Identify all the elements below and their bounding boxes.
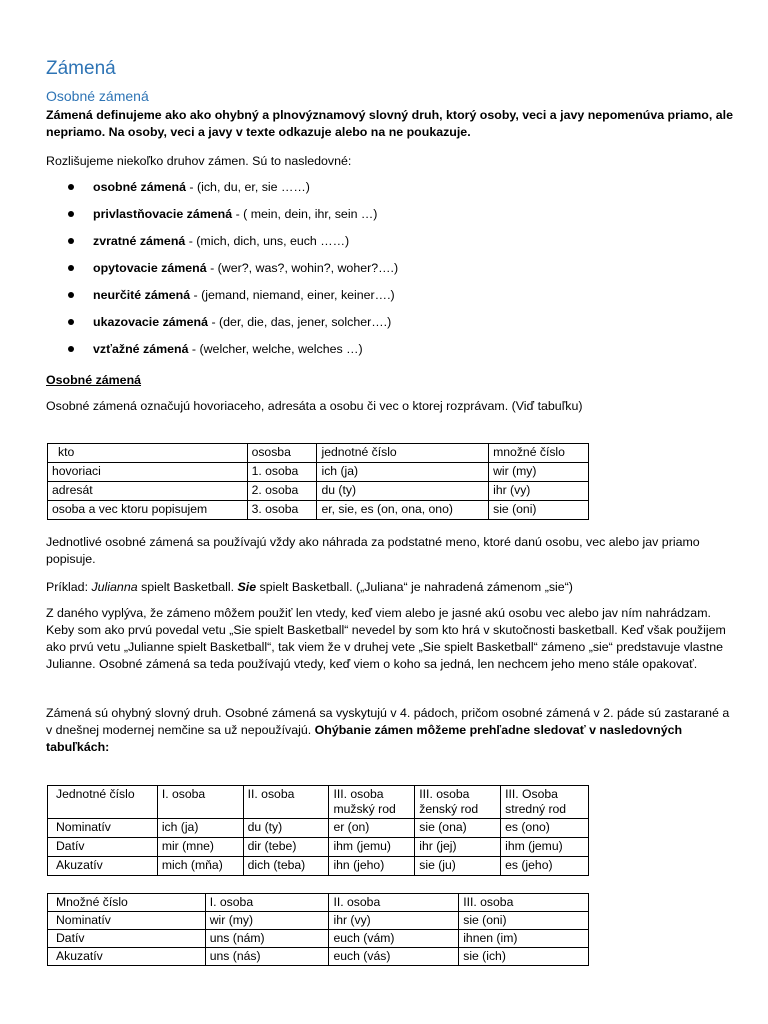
- table-header: ososba: [247, 444, 317, 463]
- type-name: zvratné zámená: [93, 234, 186, 248]
- type-name: opytovacie zámená: [93, 261, 207, 275]
- table-cell: ich (ja): [317, 463, 489, 482]
- table-cell: osoba a vec ktoru popisujem: [48, 501, 248, 520]
- types-intro: Rozlišujeme niekoľko druhov zámen. Sú to nasledovné:: [46, 154, 352, 168]
- type-examples: - (jemand, niemand, einer, keiner….): [190, 288, 395, 302]
- table-header: II. osoba: [329, 894, 459, 912]
- table-cell: dich (teba): [243, 857, 329, 876]
- table-cell: Nominatív: [48, 912, 206, 930]
- table-cell: ihn (jeho): [329, 857, 415, 876]
- table-cell: 3. osoba: [247, 501, 317, 520]
- table-header: I. osoba: [157, 786, 243, 819]
- type-examples: - (welcher, welche, welches …): [188, 342, 363, 356]
- table-header: Množné číslo: [48, 894, 206, 912]
- table-cell: ihnen (im): [459, 930, 589, 948]
- table-cell: es (jeho): [501, 857, 589, 876]
- table-header: III. osoba ženský rod: [415, 786, 501, 819]
- declension-text: Zámená sú ohybný slovný druh. Osobné zámená sa vyskytujú v 4. pádoch, pričom osobné zámená v 2. páde sú zastarané a v dnešnej modernej nemčine sa už nepoužívajú.: [46, 706, 730, 737]
- table-row: [48, 857, 589, 876]
- bullet-icon: [68, 211, 74, 217]
- bullet-icon: [68, 292, 74, 298]
- bullet-icon: [68, 319, 74, 325]
- section-heading: Osobné zámená: [46, 373, 142, 387]
- table-row: [48, 463, 589, 482]
- type-examples: - (mich, dich, uns, euch ……): [185, 234, 350, 248]
- table-cell: wir (my): [205, 912, 329, 930]
- table-cell: ihm (jemu): [329, 838, 415, 857]
- table-cell: du (ty): [243, 819, 329, 838]
- table-cell: 1. osoba: [247, 463, 317, 482]
- table-header: kto: [48, 444, 248, 463]
- table-cell: sie (ona): [415, 819, 501, 838]
- table-row: [48, 501, 589, 520]
- table-cell: dir (tebe): [243, 838, 329, 857]
- table-cell: Datív: [48, 930, 206, 948]
- table-row: [48, 838, 589, 857]
- table-cell: Akuzatív: [48, 948, 206, 966]
- table-header-row: [48, 786, 589, 819]
- table-cell: sie (oni): [489, 501, 589, 520]
- page-title: Zámená: [46, 58, 116, 79]
- table-row: [48, 819, 589, 838]
- table-cell: 2. osoba: [247, 482, 317, 501]
- example-paragraph: [46, 579, 736, 596]
- table-cell: sie (oni): [459, 912, 589, 930]
- table-cell: euch (vám): [329, 930, 459, 948]
- pronoun-types-list: [46, 180, 646, 369]
- example-pronoun: Sie: [237, 580, 257, 594]
- table-header: množné číslo: [489, 444, 589, 463]
- table-cell: es (ono): [501, 819, 589, 838]
- list-item: [46, 180, 646, 207]
- list-item: [46, 207, 646, 234]
- table-header-row: [48, 444, 589, 463]
- table-cell: er (on): [329, 819, 415, 838]
- bullet-icon: [68, 238, 74, 244]
- table-header: III. osoba mužský rod: [329, 786, 415, 819]
- list-item: [46, 315, 646, 342]
- persons-table: [47, 443, 589, 520]
- table-header: Jednotné číslo: [48, 786, 158, 819]
- table-header-row: [48, 894, 589, 912]
- table-cell: Nominatív: [48, 819, 158, 838]
- example-label: Príklad:: [46, 580, 92, 594]
- table-cell: Akuzatív: [48, 857, 158, 876]
- table-header: III. osoba: [459, 894, 589, 912]
- table-cell: mir (mne): [157, 838, 243, 857]
- table-cell: ihr (vy): [329, 912, 459, 930]
- table-header: jednotné číslo: [317, 444, 489, 463]
- paragraph-substitution: Jednotlivé osobné zámená sa používajú vždy ako náhrada za podstatné meno, ktoré danú osobu, vec alebo jav priamo popisuje.: [46, 535, 700, 566]
- intro-paragraph: Zámená definujeme ako ako ohybný a plnovýznamový slovný druh, ktorý osoby, veci a javy nepomenúva priamo, ale nepriamo. Na osoby, veci a javy v texte odkazuje alebo na ne poukazuje.: [46, 108, 733, 139]
- type-name: ukazovacie zámená: [93, 315, 209, 329]
- type-name: privlastňovacie zámená: [93, 207, 233, 221]
- table-cell: Datív: [48, 838, 158, 857]
- type-examples: - (der, die, das, jener, solcher….): [208, 315, 392, 329]
- singular-declension-table: [47, 785, 589, 876]
- table-cell: sie (ju): [415, 857, 501, 876]
- table-row: [48, 482, 589, 501]
- list-item: [46, 342, 646, 369]
- table-cell: wir (my): [489, 463, 589, 482]
- list-item: [46, 234, 646, 261]
- table-cell: uns (nám): [205, 930, 329, 948]
- list-item: [46, 261, 646, 288]
- table-cell: euch (vás): [329, 948, 459, 966]
- example-text: spielt Basketball.: [137, 580, 238, 594]
- plural-declension-table: [47, 893, 589, 966]
- table-cell: sie (ich): [459, 948, 589, 966]
- table-row: [48, 930, 589, 948]
- type-examples: - (ich, du, er, sie ……): [185, 180, 310, 194]
- list-item: [46, 288, 646, 315]
- type-examples: - (wer?, was?, wohin?, woher?….): [206, 261, 399, 275]
- bullet-icon: [68, 265, 74, 271]
- bullet-icon: [68, 184, 74, 190]
- declension-text-bold: Ohýbanie zámen môžeme prehľadne sledovať v nasledovných tabuľkách:: [46, 723, 683, 754]
- table-header: III. Osoba stredný rod: [501, 786, 589, 819]
- table-cell: mich (mňa): [157, 857, 243, 876]
- table-cell: du (ty): [317, 482, 489, 501]
- table-cell: adresát: [48, 482, 248, 501]
- type-name: vzťažné zámená: [93, 342, 189, 356]
- example-text: spielt Basketball. („Juliana“ je nahradená zámenom „sie“): [256, 580, 573, 594]
- table-cell: er, sie, es (on, ona, ono): [317, 501, 489, 520]
- type-name: osobné zámená: [93, 180, 186, 194]
- table-cell: ihm (jemu): [501, 838, 589, 857]
- table-row: [48, 912, 589, 930]
- section-text: Osobné zámená označujú hovoriaceho, adresáta a osobu či vec o ktorej rozprávam. (Viď tabuľku): [46, 399, 583, 413]
- table-cell: ihr (jej): [415, 838, 501, 857]
- table-header: I. osoba: [205, 894, 329, 912]
- paragraph-declension: [46, 705, 736, 756]
- table-header: II. osoba: [243, 786, 329, 819]
- bullet-icon: [68, 346, 74, 352]
- table-cell: hovoriaci: [48, 463, 248, 482]
- table-cell: uns (nás): [205, 948, 329, 966]
- table-cell: ich (ja): [157, 819, 243, 838]
- page-subtitle: Osobné zámená: [46, 88, 149, 104]
- paragraph-usage: Z daného vyplýva, že zámeno môžem použiť len vtedy, keď viem alebo je jasné akú osobu vec alebo jav ním nahrádzam. Keby som ako prvú povedal vetu „Sie spielt Basketball“ nevedel by som kto hrá v skutočnosti basketball. Keď však použijem ako prvú vetu „Julianne spielt Basketball“, tak viem že v druhej vete „Sie spielt Basketball“ zámeno „sie“ predstavuje vlastne Julianne. Osobné zámená sa teda používajú vtedy, keď viem o koho sa jedná, len nechcem jeho meno stále opakovať.: [46, 606, 726, 671]
- type-examples: - ( mein, dein, ihr, sein …): [232, 207, 378, 221]
- table-cell: ihr (vy): [489, 482, 589, 501]
- table-row: [48, 948, 589, 966]
- example-name: Julianna: [91, 580, 138, 594]
- type-name: neurčité zámená: [93, 288, 191, 302]
